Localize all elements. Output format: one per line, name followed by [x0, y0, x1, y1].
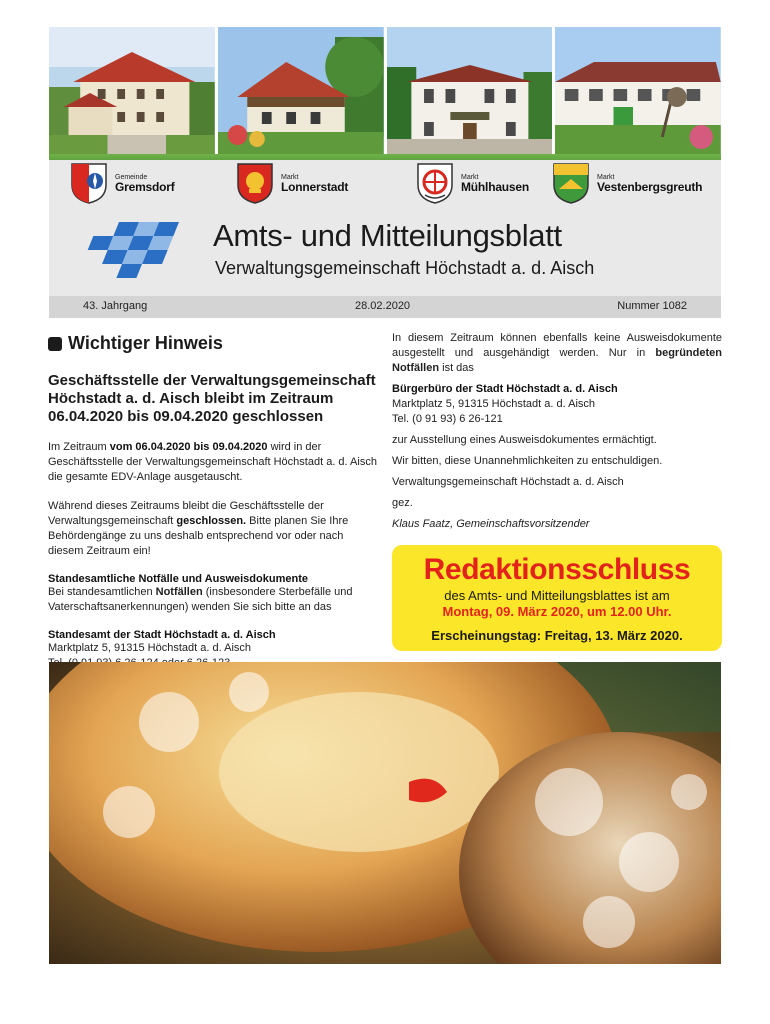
bold-span: Notfällen — [155, 586, 203, 598]
red-gold-crest-icon — [235, 161, 275, 205]
masthead — [49, 208, 721, 296]
section-title: Wichtiger Hinweis — [68, 333, 223, 353]
subheading-registry-office: Standesamt der Stadt Höchstadt a. d. Aisch — [48, 629, 276, 641]
publication-date: Erscheinungstag: Freitag, 13. März 2020. — [431, 628, 683, 643]
municipality-type: Markt — [281, 173, 299, 181]
address: Marktplatz 5, 91315 Höchstadt a. d. Aisch — [48, 642, 252, 654]
header-photo-strip — [49, 27, 721, 157]
municipality-type: Gemeinde — [115, 173, 148, 181]
editorial-deadline-box — [392, 545, 722, 651]
municipality-muehlhausen — [415, 160, 529, 206]
checkered-logo-icon — [85, 222, 185, 278]
town-hall-photo-muehlhausen — [387, 27, 553, 157]
municipality-name: Mühlhausen — [461, 179, 530, 194]
text-span: (insbesondere Sterbefälle und Vaterschaftsanerkennungen) wenden Sie sich bitte an das — [48, 586, 353, 613]
telephone: Tel. (0 91 93) 6 26-121 — [392, 413, 503, 425]
municipality-vestenbergsgreuth — [551, 160, 702, 206]
text-span: Bitte planen Sie Ihre Behördengänge zu uns deshalb entsprechend vor oder nach diesem Zeitraum ein! — [48, 515, 349, 557]
municipality-gremsdorf — [69, 160, 175, 206]
deadline-title: Redaktionsschluss — [423, 553, 691, 586]
blue-red-crest-icon — [69, 161, 109, 205]
donut-photo — [49, 662, 721, 964]
paragraph-signed: gez. — [392, 497, 413, 509]
text-span: Während dieses Zeitraums bleibt die Geschäftsstelle der Verwaltungsgemeinschaft — [48, 500, 324, 527]
paragraph-closure-period — [48, 440, 380, 485]
issue-info-bar — [49, 296, 721, 318]
municipality-name: Vestenbergsgreuth — [597, 179, 703, 194]
article-headline: Geschäftsstelle der Verwaltungsgemeinschaft Höchstadt a. d. Aisch bleibt im Zeitraum 06.04.2020 bis 09.04.2020 geschlossen — [48, 372, 376, 425]
text-span: wird in der Geschäftsstelle der Verwaltungsgemeinschaft Höchstadt a. d. Aisch die gesamte EDV-Anlage ausgetauscht. — [48, 441, 377, 483]
paragraph-emergencies — [48, 585, 380, 615]
subheading-citizen-office: Bürgerbüro der Stadt Höchstadt a. d. Aisch — [392, 383, 618, 395]
municipality-name: Lonnerstadt — [281, 179, 349, 194]
municipality-type: Markt — [597, 173, 615, 181]
town-hall-photo-lonnerstadt — [218, 27, 384, 157]
text-span: Im Zeitraum — [48, 441, 110, 453]
town-hall-photo-vestenbergsgreuth — [555, 27, 721, 157]
green-gold-crest-icon — [551, 161, 591, 205]
issue-number: Nummer 1082 — [617, 300, 687, 312]
address: Marktplatz 5, 91315 Höchstadt a. d. Aisch — [392, 398, 596, 410]
municipality-bar — [49, 160, 721, 208]
municipality-name: Gremsdorf — [115, 179, 175, 194]
subheading-emergencies: Standesamtliche Notfälle und Ausweisdokumente — [48, 573, 308, 585]
deadline-date: Montag, 09. März 2020, um 12.00 Uhr. — [442, 604, 672, 619]
volume-label: 43. Jahrgang — [83, 300, 148, 312]
page-title: Amts- und Mitteilungsblatt — [213, 218, 562, 253]
section-heading — [48, 333, 380, 354]
issue-date: 28.02.2020 — [355, 300, 411, 312]
paragraph-id-documents — [392, 331, 722, 376]
page-subtitle: Verwaltungsgemeinschaft Höchstadt a. d. Aisch — [215, 258, 595, 278]
text-span: Bei standesamtlichen — [48, 586, 156, 598]
square-bullet-icon — [48, 337, 62, 351]
signature: Klaus Faatz, Gemeinschaftsvorsitzender — [392, 518, 590, 530]
text-span: ist das — [439, 362, 474, 374]
deadline-description: des Amts- und Mitteilungsblattes ist am — [444, 588, 670, 603]
text-span: In diesem Zeitraum können ebenfalls keine Ausweisdokumente ausgestellt und ausgehändigt werden. Nur in — [392, 332, 722, 359]
paragraph-closed-notice — [48, 499, 380, 559]
right-column — [392, 331, 722, 538]
left-column — [48, 333, 380, 671]
paragraph-apology: Wir bitten, diese Unannehmlichkeiten zu entschuldigen. — [392, 455, 663, 467]
town-hall-photo-gremsdorf — [49, 27, 215, 157]
municipality-lonnerstadt — [235, 160, 348, 206]
municipality-type: Markt — [461, 173, 479, 181]
bold-span: begründeten Notfällen — [392, 347, 722, 374]
paragraph-authorized: zur Ausstellung eines Ausweisdokumentes ermächtigt. — [392, 434, 657, 446]
bold-span: vom 06.04.2020 bis 09.04.2020 — [109, 441, 268, 453]
paragraph-organization: Verwaltungsgemeinschaft Höchstadt a. d. Aisch — [392, 476, 624, 488]
bold-span: geschlossen. — [176, 515, 247, 527]
red-white-crest-icon — [415, 161, 455, 205]
